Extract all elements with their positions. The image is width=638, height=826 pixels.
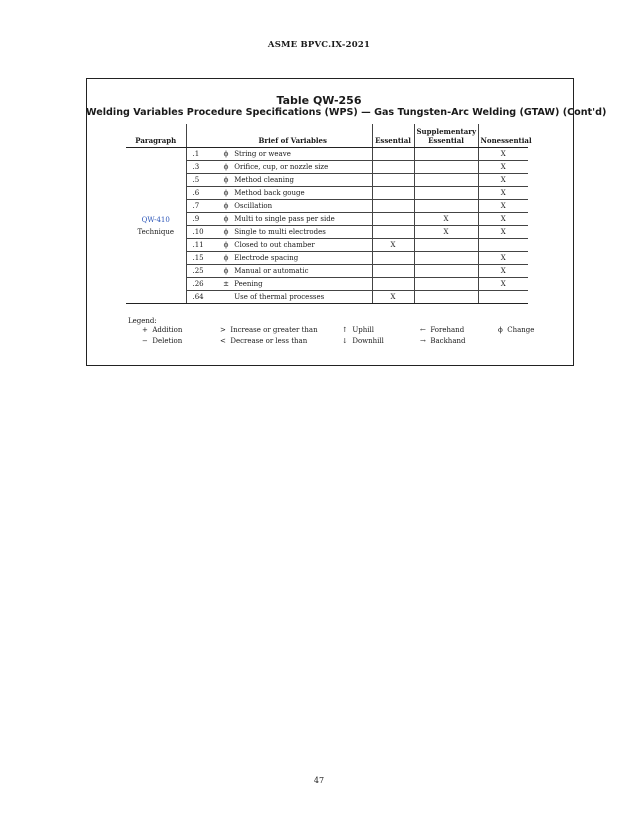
nonessential-mark: X: [478, 226, 528, 239]
variable-brief: [214, 213, 372, 226]
table-row: [126, 278, 528, 291]
table-header-row: [126, 124, 528, 148]
variable-symbol: ϕ: [223, 254, 229, 262]
variable-text: Multi to single pass per side: [234, 215, 335, 223]
legend: [128, 317, 157, 325]
table-subtitle: Welding Variables Procedure Specifications (WPS) — Gas Tungsten-Arc Welding (GTAW) (Cont'd): [86, 107, 607, 118]
variable-brief: [214, 291, 372, 304]
legend-symbol: ↓: [342, 337, 348, 345]
nonessential-mark: X: [478, 148, 528, 161]
legend-symbol: <: [220, 337, 226, 345]
legend-symbol: >: [220, 326, 226, 334]
essential-mark: [372, 200, 414, 213]
table-title: Table QW-256: [276, 94, 362, 107]
variable-number: .7: [186, 200, 214, 213]
supplementary-mark: [414, 239, 478, 252]
variable-symbol: ϕ: [223, 202, 229, 210]
variable-brief: [214, 187, 372, 200]
nonessential-mark: X: [478, 161, 528, 174]
col-header-paragraph: Paragraph: [126, 124, 186, 148]
col-header-essential: Essential: [372, 124, 414, 148]
variable-number: .15: [186, 252, 214, 265]
legend-item: [142, 326, 182, 334]
variable-number: .64: [186, 291, 214, 304]
variable-number: .9: [186, 213, 214, 226]
page-number: 47: [313, 776, 325, 785]
col-header-nonessential: Nonessential: [478, 124, 528, 148]
variable-number: .1: [186, 148, 214, 161]
supplementary-mark: [414, 291, 478, 304]
supplementary-mark: [414, 278, 478, 291]
variable-symbol: ϕ: [223, 163, 229, 171]
legend-item: [142, 337, 182, 345]
essential-mark: X: [372, 291, 414, 304]
paragraph-name: Technique: [137, 227, 175, 236]
essential-mark: X: [372, 239, 414, 252]
nonessential-mark: [478, 239, 528, 252]
essential-mark: [372, 174, 414, 187]
variable-number: .5: [186, 174, 214, 187]
variable-brief: [214, 200, 372, 213]
table-body: [126, 148, 528, 304]
nonessential-mark: X: [478, 265, 528, 278]
supplementary-mark: [414, 265, 478, 278]
supplementary-mark: [414, 174, 478, 187]
table-row: [126, 239, 528, 252]
legend-text: Decrease or less than: [230, 337, 308, 345]
legend-text: Forehand: [430, 326, 465, 334]
table-row: [126, 200, 528, 213]
variable-text: Closed to out chamber: [234, 241, 315, 249]
variable-number: .10: [186, 226, 214, 239]
legend-text: Deletion: [152, 337, 183, 345]
legend-item: [342, 337, 384, 345]
supplementary-mark: X: [414, 213, 478, 226]
essential-mark: [372, 278, 414, 291]
variable-text: String or weave: [234, 150, 291, 158]
essential-mark: [372, 187, 414, 200]
legend-label: Legend:: [128, 317, 157, 325]
table-row: [126, 226, 528, 239]
variable-brief: [214, 148, 372, 161]
supplementary-mark: X: [414, 226, 478, 239]
table-row: [126, 148, 528, 161]
essential-mark: [372, 252, 414, 265]
essential-mark: [372, 148, 414, 161]
variable-symbol: ϕ: [223, 176, 229, 184]
variable-text: Oscillation: [234, 202, 273, 210]
essential-mark: [372, 161, 414, 174]
legend-item: [220, 326, 318, 334]
variable-symbol: ϕ: [223, 215, 229, 223]
col-header-supplementary: Supplementary Essential: [414, 124, 478, 148]
legend-symbol: ϕ: [498, 326, 503, 334]
col-header-number: [186, 124, 214, 148]
nonessential-mark: X: [478, 278, 528, 291]
nonessential-mark: X: [478, 187, 528, 200]
nonessential-mark: [478, 291, 528, 304]
variable-brief: [214, 161, 372, 174]
variable-text: Method cleaning: [234, 176, 294, 184]
legend-text: Uphill: [352, 326, 374, 334]
table-row: [126, 291, 528, 304]
supplementary-mark: [414, 161, 478, 174]
variable-symbol: ϕ: [223, 228, 229, 236]
nonessential-mark: X: [478, 252, 528, 265]
variable-text: Electrode spacing: [234, 254, 299, 262]
supplementary-mark: [414, 252, 478, 265]
variable-symbol: ϕ: [223, 189, 229, 197]
variable-brief: [214, 174, 372, 187]
legend-symbol: −: [142, 337, 148, 345]
supplementary-mark: [414, 187, 478, 200]
legend-item: [420, 326, 464, 334]
legend-symbol: →: [420, 337, 426, 345]
variable-text: Peening: [234, 280, 263, 288]
legend-text: Change: [507, 326, 535, 334]
legend-item: [342, 326, 374, 334]
variable-number: .26: [186, 278, 214, 291]
variable-text: Orifice, cup, or nozzle size: [234, 163, 329, 171]
legend-item: [498, 326, 534, 334]
essential-mark: [372, 226, 414, 239]
legend-text: Addition: [152, 326, 183, 334]
legend-item: [420, 337, 465, 345]
variable-text: Use of thermal processes: [234, 293, 325, 301]
variable-symbol: ϕ: [223, 267, 229, 275]
variable-text: Method back gouge: [234, 189, 305, 197]
legend-symbol: ↑: [342, 326, 348, 334]
legend-text: Increase or greater than: [230, 326, 318, 334]
supplementary-mark: [414, 200, 478, 213]
variable-brief: [214, 265, 372, 278]
table-row: [126, 252, 528, 265]
variable-number: .3: [186, 161, 214, 174]
variable-number: .25: [186, 265, 214, 278]
legend-symbol: +: [142, 326, 148, 334]
variable-text: Single to multi electrodes: [234, 228, 326, 236]
variables-table: [126, 124, 532, 304]
variable-text: Manual or automatic: [234, 267, 309, 275]
legend-text: Downhill: [352, 337, 384, 345]
variable-symbol: ϕ: [223, 150, 229, 158]
variable-number: .6: [186, 187, 214, 200]
variable-symbol: ±: [223, 280, 229, 288]
table-row: [126, 161, 528, 174]
legend-item: [220, 337, 307, 345]
variable-symbol: ϕ: [223, 241, 229, 249]
col-header-brief: Brief of Variables: [214, 124, 372, 148]
essential-mark: [372, 213, 414, 226]
table-row: [126, 187, 528, 200]
nonessential-mark: X: [478, 174, 528, 187]
variable-number: .11: [186, 239, 214, 252]
variable-brief: [214, 252, 372, 265]
paragraph-cell: [126, 148, 186, 304]
supplementary-mark: [414, 148, 478, 161]
nonessential-mark: X: [478, 213, 528, 226]
table-row: [126, 213, 528, 226]
table-row: [126, 265, 528, 278]
legend-text: Backhand: [430, 337, 466, 345]
legend-symbol: ←: [420, 326, 426, 334]
nonessential-mark: X: [478, 200, 528, 213]
variable-brief: [214, 239, 372, 252]
variable-brief: [214, 278, 372, 291]
essential-mark: [372, 265, 414, 278]
paragraph-code[interactable]: QW-410: [141, 215, 170, 224]
variable-brief: [214, 226, 372, 239]
table-row: [126, 174, 528, 187]
running-header: ASME BPVC.IX-2021: [267, 40, 371, 50]
